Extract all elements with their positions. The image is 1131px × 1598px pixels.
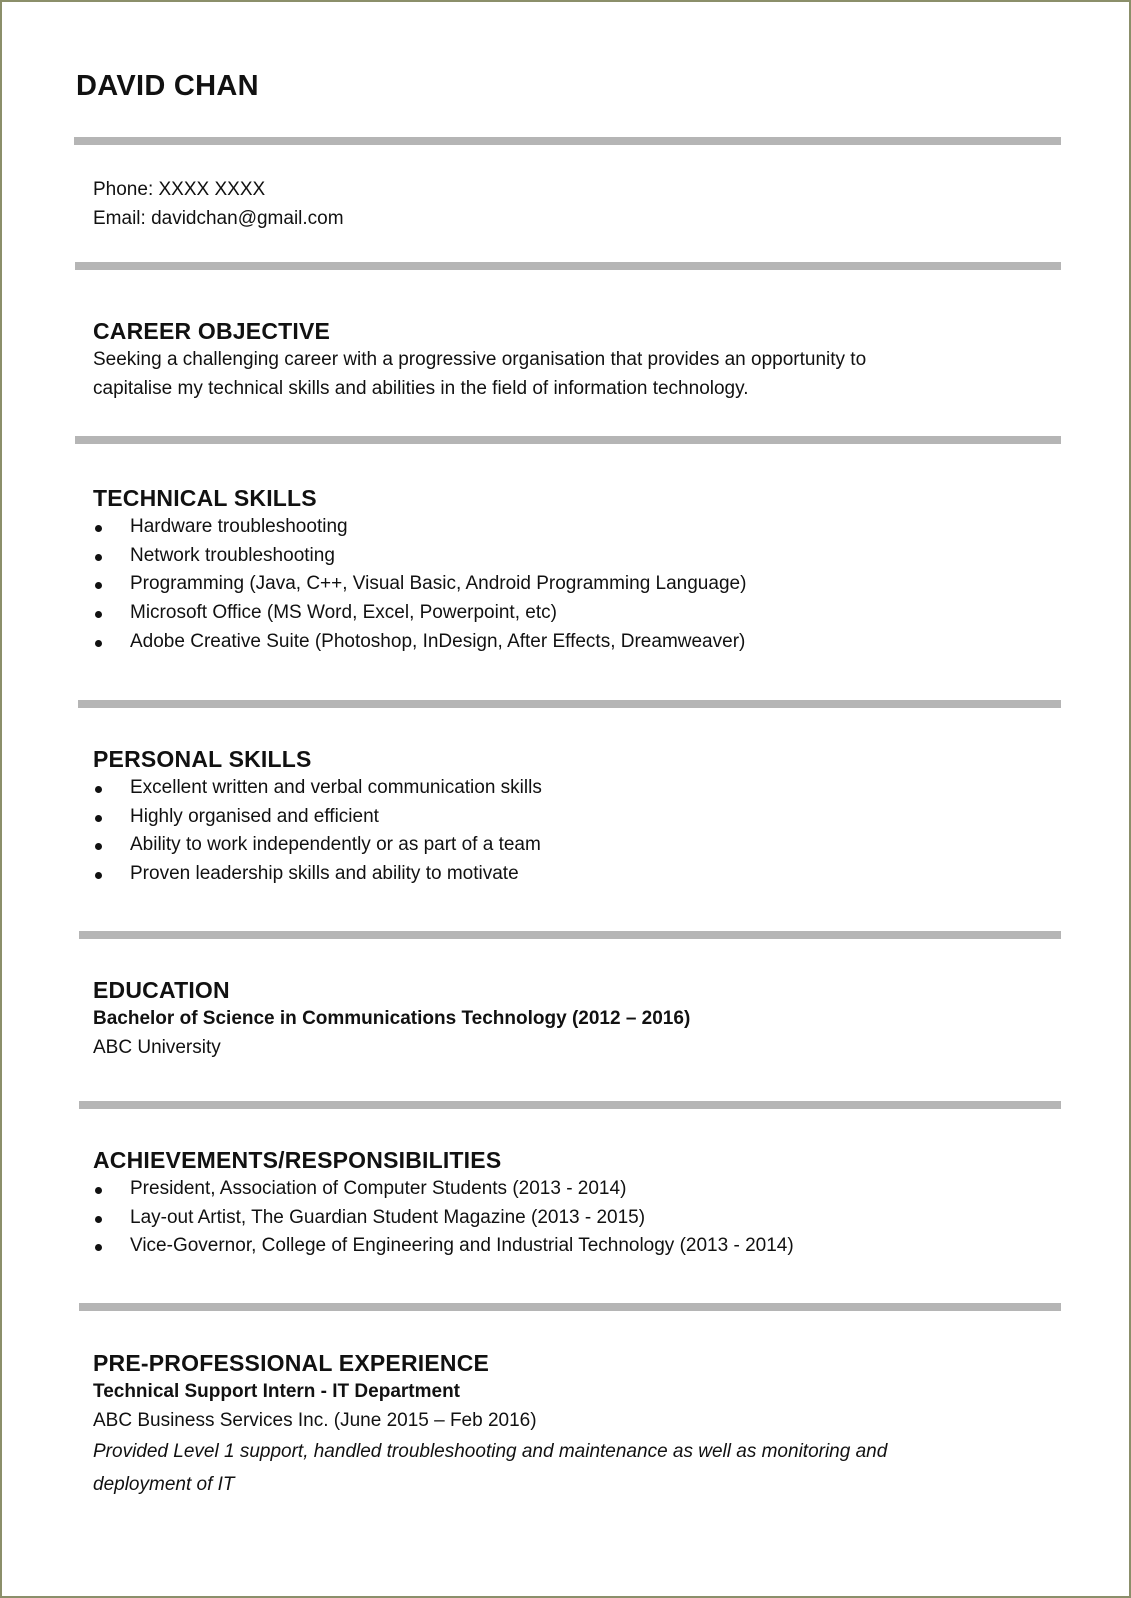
company-line: ABC Business Services Inc. (June 2015 – Feb 2016)	[93, 1409, 537, 1431]
list-item: Proven leadership skills and ability to motivate	[93, 860, 1053, 889]
job-title-line: Technical Support Intern - IT Department	[93, 1381, 461, 1402]
section-divider	[74, 137, 1061, 145]
list-item: Ability to work independently or as part of a team	[93, 831, 1053, 860]
list-item: Adobe Creative Suite (Photoshop, InDesign, After Effects, Dreamweaver)	[93, 628, 1053, 657]
career-objective-section	[93, 316, 1053, 403]
section-divider	[75, 262, 1061, 270]
section-heading: CAREER OBJECTIVE	[93, 318, 331, 344]
technical-skills-section	[93, 483, 1053, 657]
section-heading: EDUCATION	[93, 977, 230, 1003]
email-line: Email: davidchan@gmail.com	[93, 207, 344, 229]
bullet-icon	[95, 872, 102, 879]
section-divider	[79, 1303, 1061, 1311]
achievements-section	[93, 1145, 1053, 1261]
bullet-icon	[95, 611, 102, 618]
list-item: Microsoft Office (MS Word, Excel, Powerpoint, etc)	[93, 599, 1053, 628]
list-item: Vice-Governor, College of Engineering and Industrial Technology (2013 - 2014)	[93, 1232, 1053, 1261]
achievements-list	[93, 1175, 1053, 1261]
section-divider	[78, 700, 1061, 708]
list-item: Hardware troubleshooting	[93, 513, 1053, 542]
list-item: Excellent written and verbal communication skills	[93, 774, 1053, 803]
list-item: Programming (Java, C++, Visual Basic, Android Programming Language)	[93, 570, 1053, 599]
candidate-name: DAVID CHAN	[76, 70, 259, 102]
bullet-icon	[95, 554, 102, 561]
bullet-icon	[95, 815, 102, 822]
job-description-line: deployment of IT	[93, 1474, 235, 1495]
objective-line: Seeking a challenging career with a progressive organisation that provides an opportunity to	[93, 349, 867, 370]
personal-skills-list	[93, 774, 1053, 889]
bullet-icon	[95, 1216, 102, 1223]
section-heading: PRE-PROFESSIONAL EXPERIENCE	[93, 1350, 490, 1376]
bullet-icon	[95, 640, 102, 647]
contact-section	[93, 176, 1053, 233]
degree-line: Bachelor of Science in Communications Technology (2012 – 2016)	[93, 1008, 691, 1029]
list-item: President, Association of Computer Students (2013 - 2014)	[93, 1175, 1053, 1204]
list-item: Network troubleshooting	[93, 542, 1053, 571]
section-divider	[79, 931, 1061, 939]
bullet-icon	[95, 1187, 102, 1194]
section-heading: ACHIEVEMENTS/RESPONSIBILITIES	[93, 1147, 502, 1173]
experience-section	[93, 1348, 1053, 1501]
school-line: ABC University	[93, 1036, 221, 1058]
objective-line: capitalise my technical skills and abilities in the field of information technology.	[93, 377, 749, 399]
section-heading: PERSONAL SKILLS	[93, 746, 312, 772]
section-heading: TECHNICAL SKILLS	[93, 485, 317, 511]
bullet-icon	[95, 786, 102, 793]
bullet-icon	[95, 1244, 102, 1251]
bullet-icon	[95, 525, 102, 532]
personal-skills-section	[93, 744, 1053, 889]
list-item: Lay-out Artist, The Guardian Student Magazine (2013 - 2015)	[93, 1204, 1053, 1233]
technical-skills-list	[93, 513, 1053, 657]
section-divider	[79, 1101, 1061, 1109]
phone-line: Phone: XXXX XXXX	[93, 179, 266, 200]
job-description-line: Provided Level 1 support, handled troubleshooting and maintenance as well as monitoring and	[93, 1441, 888, 1462]
education-section	[93, 975, 1053, 1062]
bullet-icon	[95, 843, 102, 850]
list-item: Highly organised and efficient	[93, 803, 1053, 832]
section-divider	[75, 436, 1061, 444]
bullet-icon	[95, 582, 102, 589]
